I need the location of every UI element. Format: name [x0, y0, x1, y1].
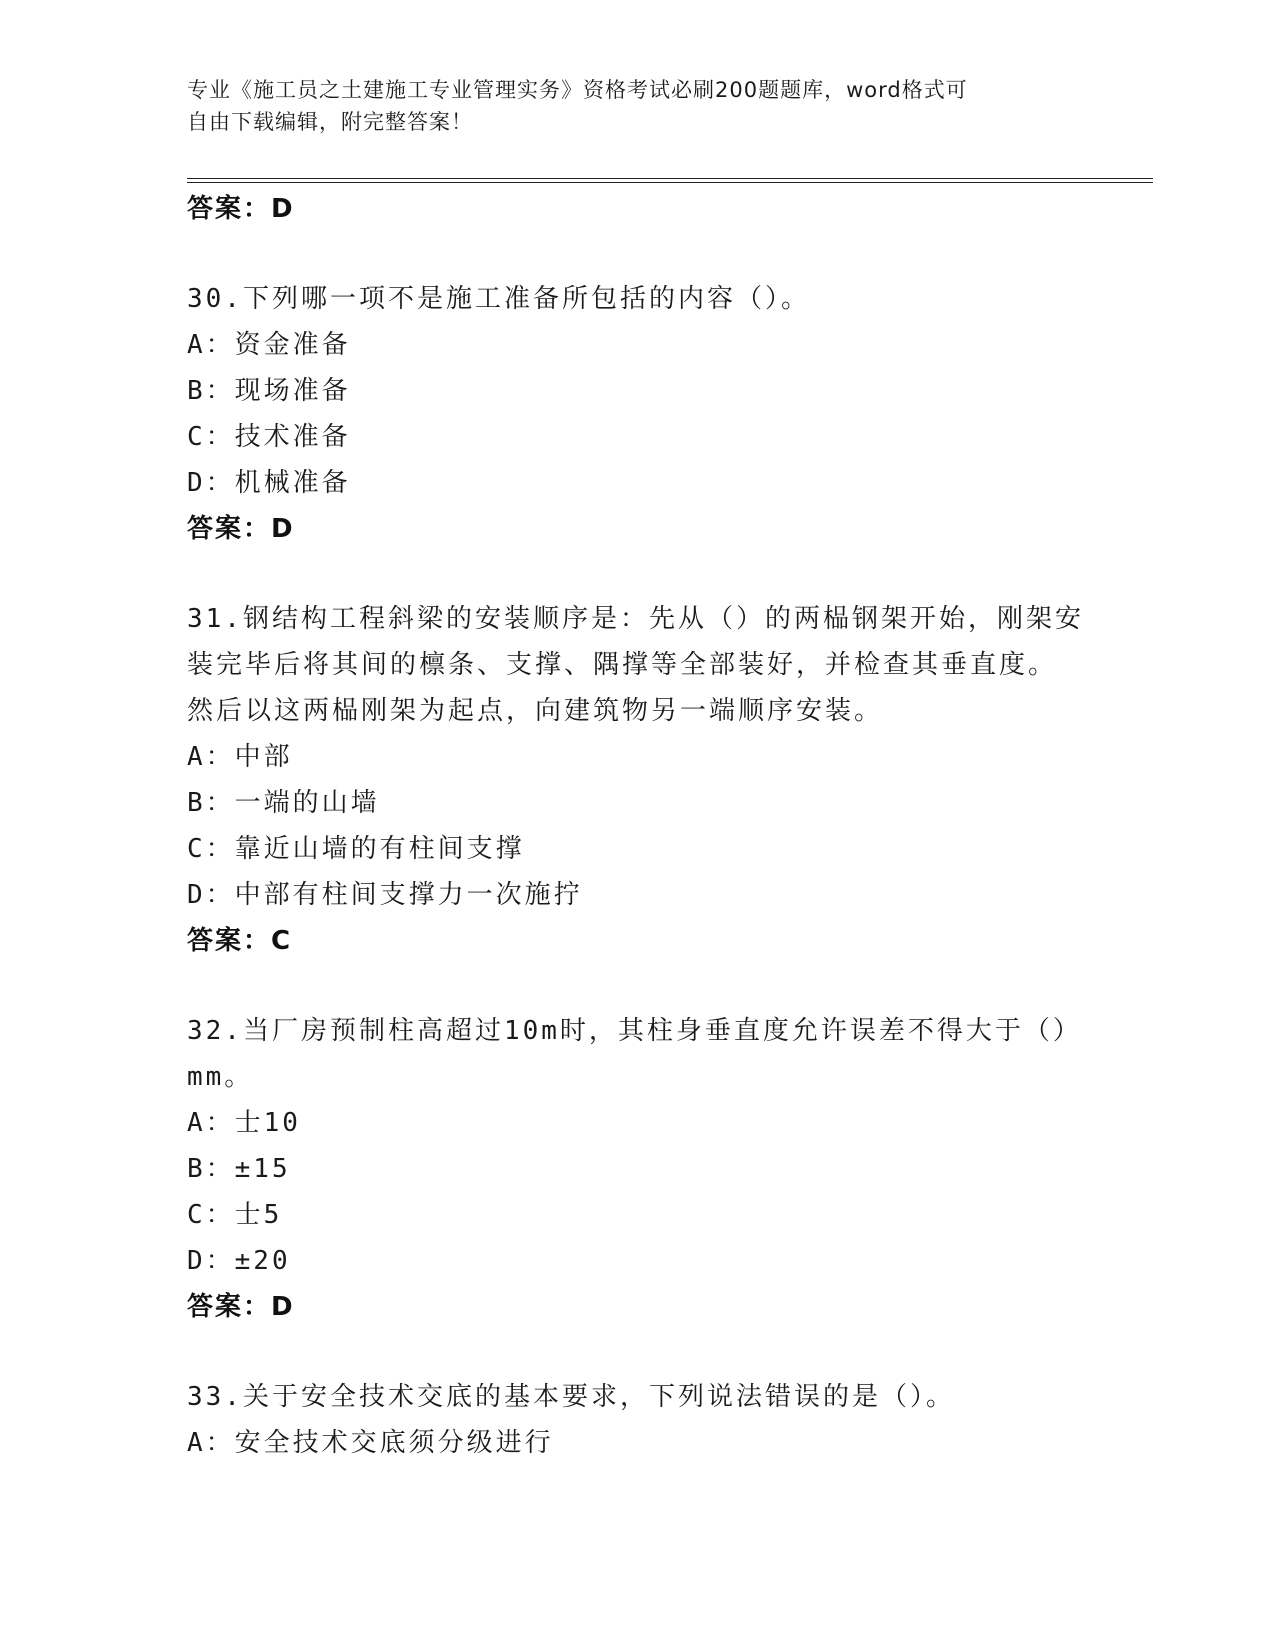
spacer	[187, 232, 1087, 276]
option-c: C：技术准备	[187, 422, 351, 452]
spacer	[187, 964, 1087, 1008]
option-b: B：±15	[187, 1154, 291, 1184]
question-33	[187, 1374, 1087, 1466]
question-stem: 32.当厂房预制柱高超过10m时，其柱身垂直度允许误差不得大于（）	[187, 1016, 1082, 1046]
answer-line: 答案：C	[187, 926, 293, 956]
question-stem-cont: 然后以这两榀刚架为起点，向建筑物另一端顺序安装。	[187, 696, 884, 726]
option-b: B：现场准备	[187, 376, 351, 406]
question-30	[187, 276, 1087, 552]
option-d: D：机械准备	[187, 468, 351, 498]
option-c: C：士5	[187, 1200, 283, 1230]
option-d: D：中部有柱间支撑力一次施拧	[187, 880, 583, 910]
option-a: A：中部	[187, 742, 293, 772]
question-stem-cont: mm。	[187, 1062, 254, 1092]
answer-line: 答案：D	[187, 194, 295, 224]
option-c: C：靠近山墙的有柱间支撑	[187, 834, 525, 864]
option-a: A：资金准备	[187, 330, 351, 360]
answer-line: 答案：D	[187, 514, 295, 544]
header-divider	[187, 178, 1153, 183]
answer-line: 答案：D	[187, 1292, 295, 1322]
question-stem-cont: 装完毕后将其间的檩条、支撑、隅撑等全部装好，并检查其垂直度。	[187, 650, 1058, 680]
spacer	[187, 1330, 1087, 1374]
option-b: B：一端的山墙	[187, 788, 380, 818]
question-31	[187, 596, 1087, 964]
option-a: A：士10	[187, 1108, 301, 1138]
question-stem: 33.关于安全技术交底的基本要求，下列说法错误的是（）。	[187, 1382, 955, 1412]
question-stem: 31.钢结构工程斜梁的安装顺序是：先从（）的两榀钢架开始，刚架安	[187, 604, 1084, 634]
spacer	[187, 552, 1087, 596]
option-a: A：安全技术交底须分级进行	[187, 1428, 554, 1458]
question-32	[187, 1008, 1087, 1330]
option-d: D：±20	[187, 1246, 291, 1276]
page-header	[187, 74, 1067, 138]
header-line-1: 专业《施工员之土建施工专业管理实务》资格考试必刷200题题库，word格式可	[187, 78, 968, 102]
header-line-2: 自由下载编辑，附完整答案！	[187, 110, 473, 134]
question-stem: 30.下列哪一项不是施工准备所包括的内容（）。	[187, 284, 810, 314]
question-list	[187, 186, 1087, 1466]
